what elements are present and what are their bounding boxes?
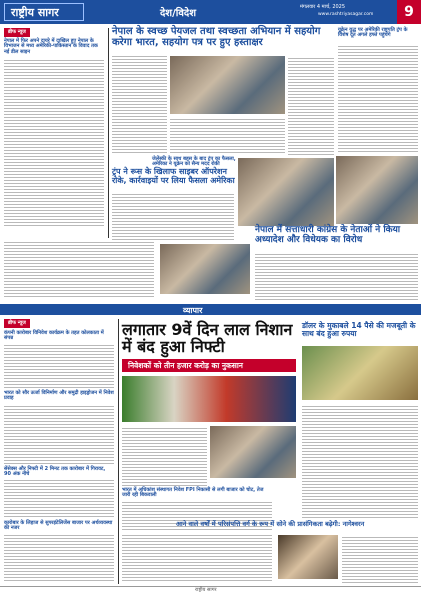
issue-date: मंगलवार 4 मार्च, 2025 (300, 4, 346, 10)
rupee-headline: डॉलर के मुकाबले 14 पैसे की मजबूती के साथ बंद हुआ रुपया (302, 321, 416, 339)
website: www.rashtriyasagar.com (318, 12, 374, 17)
column-rule (108, 28, 109, 238)
zelensky-headline: जेलेंस्की के साथ बहस के बाद ट्रंप का फैसला, अमेरिका ने यूक्रेन को सैन्य मदद रोकी (152, 156, 236, 168)
column-rule-2 (118, 319, 119, 584)
nifty-body (122, 426, 207, 486)
gold-body-2 (342, 535, 418, 583)
trump-photo (160, 244, 250, 294)
currency-photo (302, 346, 418, 400)
brief-headline-5: कारोबार के लिहाज से सुपरइंटेलिजेंस बाजार पर अर्थव्यवस्था की नजर (4, 520, 113, 532)
brief-body-3 (4, 404, 114, 464)
market-photo (122, 376, 296, 422)
lead-body-2 (170, 117, 285, 155)
brief-headline-4: सेंसेक्स और निफ्टी में 2 मिनट तक कारोबार में गिरावट, 90 अंक नीचे (4, 466, 106, 478)
right-top-body (338, 44, 418, 154)
footer-title: राष्ट्रीय सागर (195, 587, 217, 593)
brief-body-5 (4, 533, 114, 583)
brief-headline-2: कंपनी कारोबार विनिवेश कार्यक्रम के तहत कोलकाता में संपन्न (4, 330, 104, 342)
trump-headline: ट्रंप ने रूस के खिलाफ साइबर ऑपरेशन रोके, कार्रवाइयों पर लिया फैसला अमेरिका (112, 167, 235, 185)
right-top-headline: यूक्रेन युद्ध पर अमेरिकी राष्ट्रपति ट्रंप के विशेष दूत अगले हफ्ते पहुंचेंगे (338, 27, 408, 39)
lead-body-3 (288, 56, 334, 155)
gold-body (122, 533, 272, 583)
business-section-title: व्यापार (183, 306, 203, 315)
nifty-headline: लगातार 9वें दिन लाल निशान में बंद हुआ निफ्टी (122, 320, 293, 357)
lead-photo (170, 56, 285, 114)
gold-headline: आने वाले वर्षों में परिसंपत्ति वर्ग के रूप में सोने की प्रासंगिकता बढ़ेगी: नागेश्वरन (176, 520, 365, 528)
nageswaran-photo (278, 535, 338, 579)
brief-body-2 (4, 343, 114, 388)
nifty-deck: निवेशकों को तीन हजार करोड़ का नुकसान (122, 359, 296, 372)
section-title: देश/विदेश (160, 8, 197, 19)
nepal-photo (336, 156, 418, 224)
brief-headline-3: भारत को सौर ऊर्जा विनिर्माण और समुद्री हाइड्रोजन में निवेश प्रवाह (4, 390, 114, 402)
zelensky-photo (238, 158, 334, 226)
fpi-headline: भारत में अधिकांश संस्थागत निवेश FPI निकासी से लगी बाजार को चोट, तेज जारी रही बिकवाली (122, 487, 264, 499)
brief-body (4, 58, 104, 228)
lower-body-1 (4, 240, 154, 298)
lead-body (112, 54, 167, 154)
rupee-body (302, 404, 418, 519)
nepal-body (255, 252, 418, 300)
brief-body-4 (4, 478, 114, 518)
sensex-photo (210, 426, 296, 478)
paper-logo: राष्ट्रीय सागर (4, 3, 84, 21)
brief-news-tag: ब्रीफ न्यूज (4, 28, 30, 37)
trump-body (112, 192, 234, 240)
brief-headline: नेपाल में फिर अपने दायरे में दाखिल हुए नेपाल के विभाजन से मध्य अमेरिकी-पाकिस्तान के विवाद तक नई डील साइन (4, 38, 98, 55)
business-band (0, 304, 421, 315)
nepal-headline: नेपाल में सत्ताधारी कांग्रेस के नेताओं ने किया अध्यादेश और विधेयक का विरोध (255, 225, 401, 245)
lead-headline: नेपाल के स्वच्छ पेयजल तथा स्वच्छता अभियान में सहयोग करेगा भारत, सहयोग पत्र पर हुए हस्ताक्षर (112, 26, 321, 48)
page-number: 9 (397, 0, 421, 24)
brief-news-tag-2: ब्रीफ न्यूज (4, 319, 30, 328)
